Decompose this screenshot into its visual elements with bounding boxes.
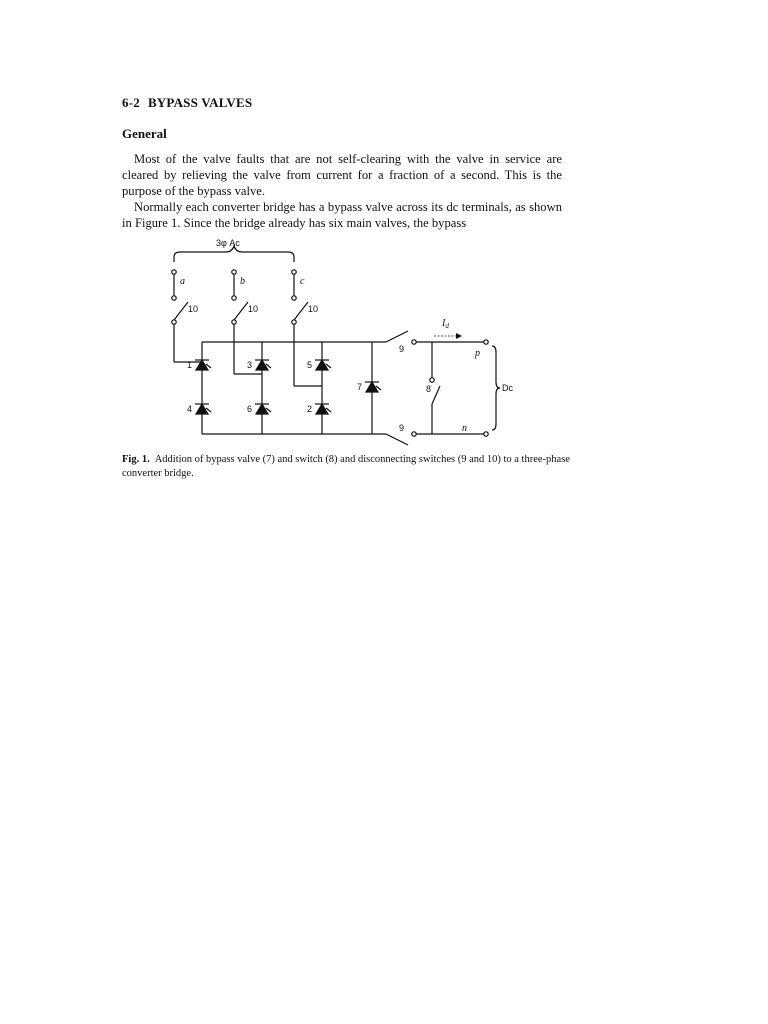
switch-9-bottom-label: 9: [399, 423, 405, 433]
paragraph-1: Most of the valve faults that are not self-clearing with the valve in service are cleared by relieving the valve from current for a fraction of a second. This is the purpose of the bypass valve.: [122, 152, 562, 198]
paragraph-2: Normally each converter bridge has a bypass valve across its dc terminals, as shown in Figure 1. Since the bridge already has six main valves, the bypass: [122, 200, 562, 230]
switch-10a-contact: [172, 320, 176, 324]
current-label: [441, 318, 449, 330]
bypass-switch-label: 8: [426, 384, 432, 394]
dc-bracket: [492, 346, 500, 430]
switch-10a-blade: [174, 302, 188, 320]
section-heading: [122, 95, 252, 111]
phase-b-label: b: [240, 276, 245, 287]
phase-c-terminal-bottom: [292, 296, 296, 300]
switch-9-top-contact: [412, 340, 416, 344]
section-number: 6-2: [122, 95, 140, 110]
phase-b-terminal-bottom: [232, 296, 236, 300]
valve-3-label: 3: [247, 360, 253, 370]
switch-10b-contact: [232, 320, 236, 324]
terminal-n-label: n: [462, 423, 467, 434]
switch-10b-label: 10: [248, 304, 259, 314]
phase-c-label: c: [300, 276, 305, 287]
circuit-diagram: [150, 232, 530, 452]
switch-10c-contact: [292, 320, 296, 324]
switch-9-bottom-contact: [412, 432, 416, 436]
switch-9-bottom-blade: [386, 434, 408, 445]
valve-2-symbol: [316, 404, 328, 414]
phase-a-terminal-bottom: [172, 296, 176, 300]
switch-10b-blade: [234, 302, 248, 320]
current-symbol: I: [442, 318, 446, 329]
valve-5-label: 5: [307, 360, 313, 370]
caption-label: Fig. 1.: [122, 454, 150, 465]
valve-5-symbol: [316, 360, 328, 370]
valve-3-symbol: [256, 360, 268, 370]
caption-text: Addition of bypass valve (7) and switch (8) and disconnecting switches (9 and 10) to a three-phase converter bridge.: [122, 454, 570, 479]
phase-c-terminal-top: [292, 270, 296, 274]
bypass-switch-blade: [432, 386, 440, 404]
switch-9-top-label: 9: [399, 344, 405, 354]
bypass-valve-label: 7: [357, 382, 363, 392]
valve-6-symbol: [256, 404, 268, 414]
valve-2-label: 2: [307, 404, 313, 414]
valve-6-label: 6: [247, 404, 253, 414]
terminal-n-node: [484, 432, 488, 436]
ac-label: 3φ Ac: [216, 238, 240, 248]
bypass-valve-symbol: [366, 382, 378, 392]
switch-9-top-blade: [386, 331, 408, 342]
subsection-heading: General: [122, 126, 167, 141]
figure-caption: [122, 453, 572, 481]
current-arrowhead: [456, 333, 462, 339]
terminal-p-label: p: [475, 348, 480, 359]
valve-4-symbol: [196, 404, 208, 414]
valve-4-label: 4: [187, 404, 193, 414]
switch-10a-label: 10: [188, 304, 199, 314]
switch-10c-label: 10: [308, 304, 319, 314]
phase-a-label: a: [180, 276, 185, 287]
current-subscript: d: [445, 322, 449, 330]
bypass-switch-contact: [430, 378, 434, 382]
section-title: BYPASS VALVES: [147, 95, 253, 110]
terminal-p-node: [484, 340, 488, 344]
valve-1-label: 1: [187, 360, 193, 370]
circuit-figure: [150, 232, 530, 452]
dc-label: Dc: [502, 383, 513, 393]
switch-10c-blade: [294, 302, 308, 320]
phase-b-terminal-top: [232, 270, 236, 274]
phase-a-terminal-top: [172, 270, 176, 274]
ac-bracket: [174, 246, 294, 262]
